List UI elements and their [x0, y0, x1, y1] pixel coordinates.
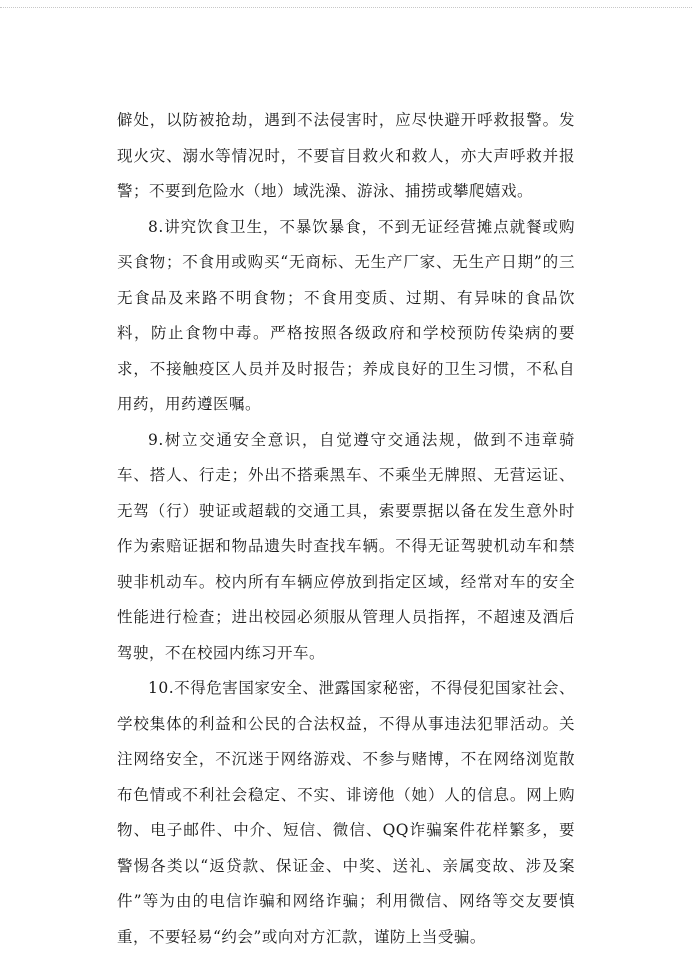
document-body	[117, 103, 575, 955]
paragraph-item-9: 9.树立交通安全意识，自觉遵守交通法规，做到不违章骑车、搭人、行走；外出不搭乘黑车、不乘坐无牌照、无营运证、无驾（行）驶证或超载的交通工具，索要票据以备在发生意外时作为索赔证据和物品遗失时查找车辆。不得无证驾驶机动车和禁驶非机动车。校内所有车辆应停放到指定区域，经常对车的安全性能进行检查；进出校园必须服从管理人员指挥，不超速及酒后驾驶，不在校园内练习开车。	[117, 430, 575, 662]
header-dotted-rule	[0, 7, 692, 8]
paragraph-item-10: 10.不得危害国家安全、泄露国家秘密，不得侵犯国家社会、学校集体的利益和公民的合法权益，不得从事违法犯罪活动。关注网络安全，不沉迷于网络游戏、不参与赌博，不在网络浏览散布色情或不利社会稳定、不实、诽谤他（她）人的信息。网上购物、电子邮件、中介、短信、微信、QQ诈骗案件花样繁多，要警惕各类以“返贷款、保证金、中奖、送礼、亲属变故、涉及案件”等为由的电信诈骗和网络诈骗；利用微信、网络等交友要慎重，不要轻易“约会”或向对方汇款，谨防上当受骗。	[117, 679, 575, 946]
paragraph-continuation: 僻处，以防被抢劫，遇到不法侵害时，应尽快避开呼救报警。发现火灾、溺水等情况时，不要盲目救火和救人，亦大声呼救并报警；不要到危险水（地）域洗澡、游泳、捕捞或攀爬嬉戏。	[117, 111, 575, 200]
paragraph-item-8: 8.讲究饮食卫生，不暴饮暴食，不到无证经营摊点就餐或购买食物；不食用或购买“无商标、无生产厂家、无生产日期”的三无食品及来路不明食物；不食用变质、过期、有异味的食品饮料，防止食物中毒。严格按照各级政府和学校预防传染病的要求，不接触疫区人员并及时报告；养成良好的卫生习惯，不私自用药，用药遵医嘱。	[117, 217, 575, 413]
